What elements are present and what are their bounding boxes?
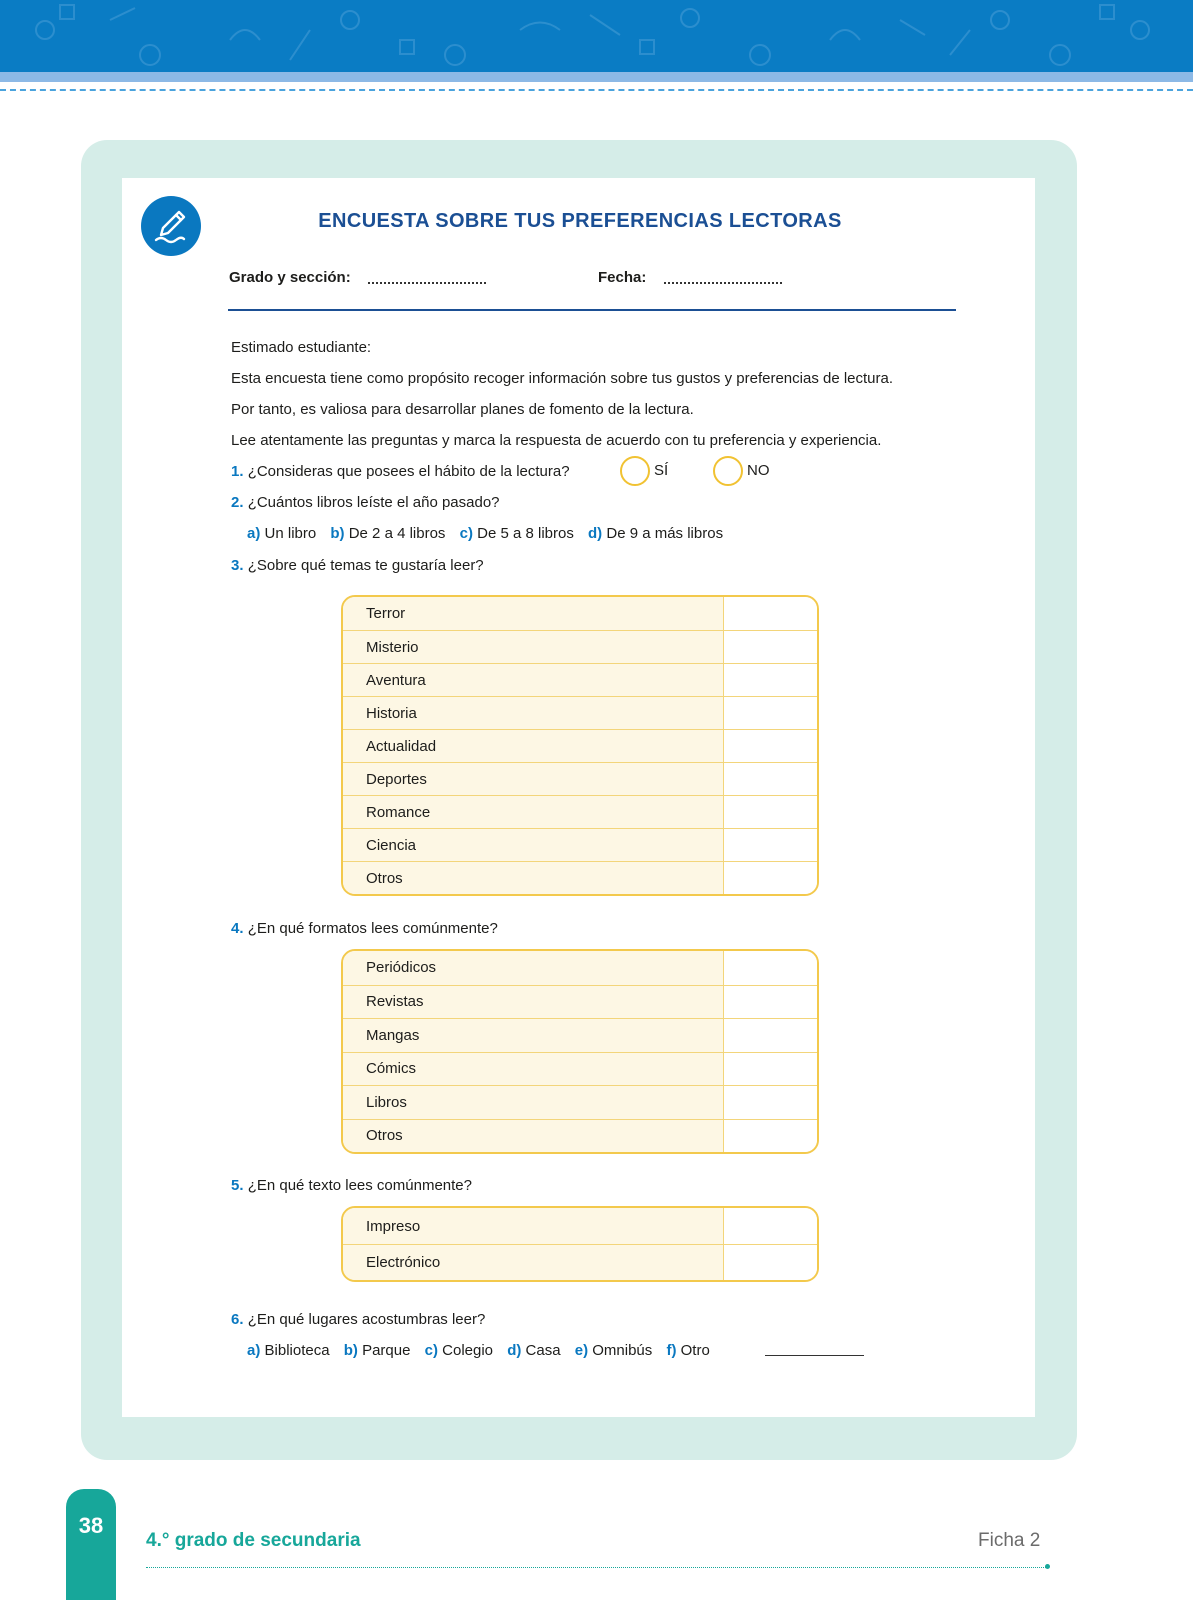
question-6-options <box>247 1342 720 1360</box>
mark-cell[interactable] <box>724 664 817 696</box>
banner-strip <box>0 72 1193 82</box>
table-row <box>343 1052 817 1086</box>
row-label: Aventura <box>343 664 724 696</box>
intro-line-1: Esta encuesta tiene como propósito recoger información sobre tus gustos y preferencias de lectura. <box>231 370 894 387</box>
table-row <box>343 663 817 696</box>
question-number: 4. <box>231 920 244 937</box>
question-text: ¿En qué lugares acostumbras leer? <box>247 1311 486 1328</box>
table-row <box>343 1085 817 1119</box>
footer-grade: 4.° grado de secundaria <box>146 1530 361 1551</box>
mark-cell[interactable] <box>724 597 817 630</box>
option-d[interactable]: d) Casa <box>507 1342 561 1359</box>
table-row <box>343 985 817 1019</box>
question-text: ¿En qué formatos lees comúnmente? <box>247 920 498 937</box>
question-text: ¿En qué texto lees comúnmente? <box>247 1177 472 1194</box>
question-number: 1. <box>231 463 244 480</box>
table-row <box>343 1018 817 1052</box>
page-number: 38 <box>78 1513 104 1538</box>
intro-greeting: Estimado estudiante: <box>231 339 372 356</box>
option-b[interactable]: b) Parque <box>343 1342 411 1359</box>
option-e[interactable]: e) Omnibús <box>574 1342 653 1359</box>
top-banner <box>0 0 1193 72</box>
question-5 <box>231 1177 472 1195</box>
grado-input-line[interactable] <box>368 282 486 284</box>
table-row <box>343 951 817 985</box>
table-row <box>343 795 817 828</box>
row-label: Romance <box>343 796 724 828</box>
mark-cell[interactable] <box>724 1053 817 1086</box>
table-row <box>343 696 817 729</box>
table-row <box>343 762 817 795</box>
table-row <box>343 729 817 762</box>
row-label: Cómics <box>343 1053 724 1086</box>
row-label: Deportes <box>343 763 724 795</box>
option-c[interactable]: c) Colegio <box>424 1342 494 1359</box>
table-row <box>343 630 817 663</box>
question-2-options <box>247 525 733 543</box>
mark-cell[interactable] <box>724 1208 817 1244</box>
footer-divider <box>146 1567 1046 1568</box>
question-2 <box>231 494 500 512</box>
question-number: 5. <box>231 1177 244 1194</box>
option-d[interactable]: d) De 9 a más libros <box>588 525 724 542</box>
row-label: Actualidad <box>343 730 724 762</box>
mark-cell[interactable] <box>724 796 817 828</box>
fecha-label: Fecha: <box>598 269 647 286</box>
no-radio[interactable] <box>713 456 743 486</box>
mark-cell[interactable] <box>724 986 817 1019</box>
question-text: ¿Sobre qué temas te gustaría leer? <box>247 557 484 574</box>
banner-dashed-divider <box>0 89 1193 91</box>
option-a[interactable]: a) Un libro <box>247 525 317 542</box>
text-type-table <box>341 1206 819 1282</box>
table-row <box>343 828 817 861</box>
question-text: ¿Consideras que posees el hábito de la lectura? <box>247 463 570 480</box>
intro-line-2: Por tanto, es valiosa para desarrollar planes de fomento de la lectura. <box>231 401 694 418</box>
header-divider <box>228 309 956 311</box>
option-f[interactable]: f) Otro <box>666 1342 710 1359</box>
mark-cell[interactable] <box>724 1019 817 1052</box>
footer-ficha: Ficha 2 <box>978 1530 1041 1551</box>
table-row <box>343 1119 817 1153</box>
row-label: Revistas <box>343 986 724 1019</box>
table-row <box>343 861 817 894</box>
row-label: Otros <box>343 862 724 894</box>
intro-line-3: Lee atentamente las preguntas y marca la respuesta de acuerdo con tu preferencia y experiencia. <box>231 432 882 449</box>
mark-cell[interactable] <box>724 631 817 663</box>
doodle-pattern <box>0 0 1193 72</box>
other-place-input-line[interactable] <box>765 1355 864 1356</box>
row-label: Misterio <box>343 631 724 663</box>
mark-cell[interactable] <box>724 730 817 762</box>
question-1 <box>231 463 570 481</box>
question-6 <box>231 1311 485 1329</box>
page-title: ENCUESTA SOBRE TUS PREFERENCIAS LECTORAS <box>318 210 842 232</box>
option-a[interactable]: a) Biblioteca <box>247 1342 330 1359</box>
row-label: Electrónico <box>343 1245 724 1280</box>
table-row <box>343 1208 817 1244</box>
mark-cell[interactable] <box>724 1120 817 1153</box>
question-number: 6. <box>231 1311 244 1328</box>
yes-radio[interactable] <box>620 456 650 486</box>
mark-cell[interactable] <box>724 829 817 861</box>
question-number: 3. <box>231 557 244 574</box>
page-number-tab <box>66 1489 116 1600</box>
topics-table <box>341 595 819 896</box>
row-label: Periódicos <box>343 951 724 985</box>
footer-dot <box>1045 1564 1050 1569</box>
row-label: Impreso <box>343 1208 724 1244</box>
mark-cell[interactable] <box>724 697 817 729</box>
question-number: 2. <box>231 494 244 511</box>
mark-cell[interactable] <box>724 763 817 795</box>
mark-cell[interactable] <box>724 1086 817 1119</box>
grado-label: Grado y sección: <box>229 269 351 286</box>
pencil-icon <box>141 196 201 256</box>
mark-cell[interactable] <box>724 862 817 894</box>
table-row <box>343 597 817 630</box>
question-text: ¿Cuántos libros leíste el año pasado? <box>247 494 500 511</box>
row-label: Mangas <box>343 1019 724 1052</box>
formats-table <box>341 949 819 1154</box>
yes-label: SÍ <box>654 462 669 479</box>
mark-cell[interactable] <box>724 1245 817 1280</box>
table-row <box>343 1244 817 1280</box>
option-b[interactable]: b) De 2 a 4 libros <box>330 525 446 542</box>
row-label: Historia <box>343 697 724 729</box>
row-label: Otros <box>343 1120 724 1153</box>
fecha-input-line[interactable] <box>664 282 782 284</box>
row-label: Terror <box>343 597 724 630</box>
question-4 <box>231 920 498 938</box>
row-label: Ciencia <box>343 829 724 861</box>
mark-cell[interactable] <box>724 951 817 985</box>
question-3 <box>231 557 484 575</box>
row-label: Libros <box>343 1086 724 1119</box>
option-c[interactable]: c) De 5 a 8 libros <box>459 525 574 542</box>
no-label: NO <box>747 462 770 479</box>
